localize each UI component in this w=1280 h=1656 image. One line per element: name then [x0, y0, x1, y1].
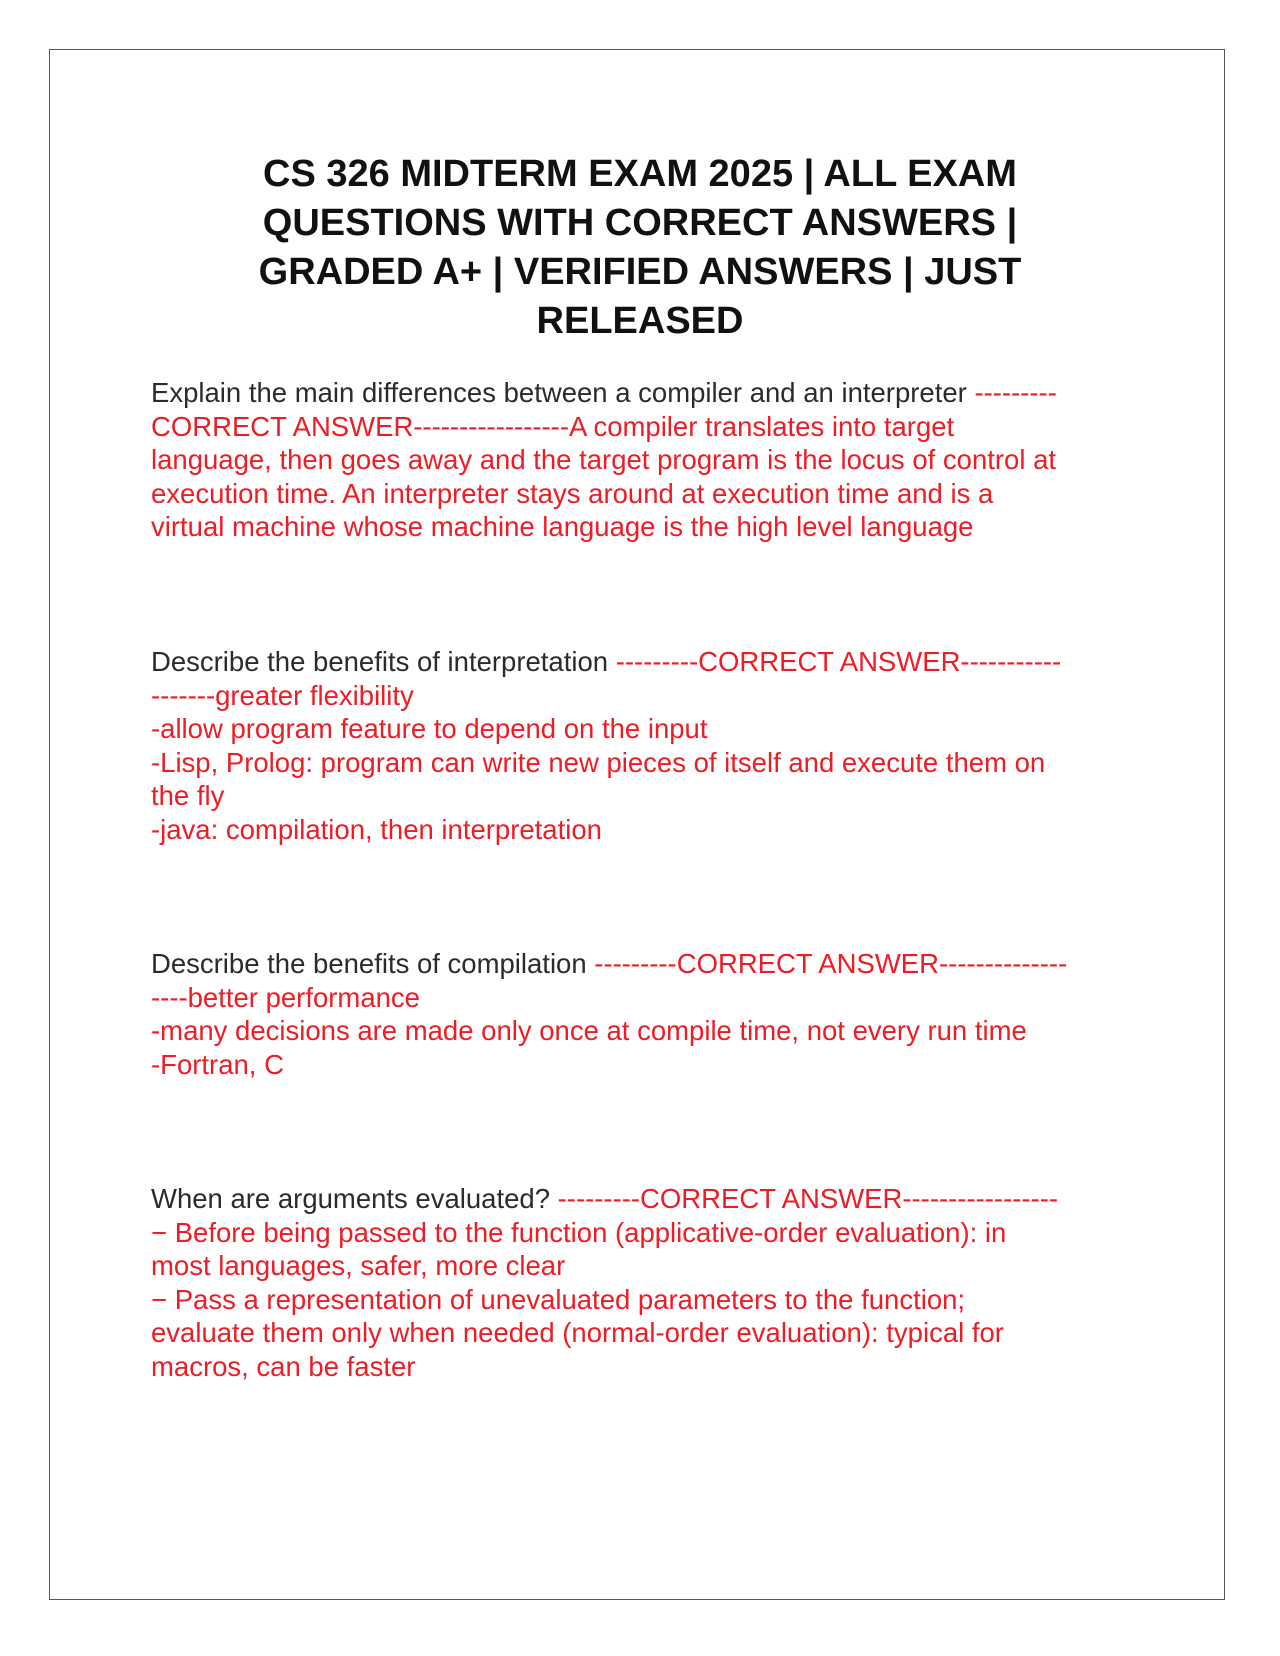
question-text: Describe the benefits of compilation	[151, 948, 595, 979]
qa-item-compiler-vs-interpreter	[151, 376, 1141, 544]
title-line: CS 326 MIDTERM EXAM 2025 | ALL EXAM	[263, 153, 1017, 195]
question-text: Describe the benefits of interpretation	[151, 646, 616, 677]
answer-text: -many decisions are made only once at compile time, not every run time	[151, 1015, 1027, 1046]
answer-text: − Before being passed to the function (applicative-order evaluation): in	[151, 1216, 1007, 1248]
answer-text: -allow program feature to depend on the input	[151, 713, 708, 744]
qa-line	[151, 376, 1141, 410]
answer-text: virtual machine whose machine language is the high level language	[151, 511, 974, 542]
title-line: QUESTIONS WITH CORRECT ANSWERS |	[262, 202, 1018, 244]
answer-text: macros, can be faster	[151, 1350, 416, 1382]
answer-text: ---------CORRECT ANSWER-----------------	[557, 1183, 1059, 1214]
answer-text: the fly	[151, 780, 225, 811]
qa-item-argument-evaluation	[151, 1182, 1141, 1383]
answer-text: ---------CORRECT ANSWER-----------	[615, 646, 1062, 677]
qa-line	[151, 1182, 1141, 1216]
answer-text: CORRECT ANSWER-----------------A compiler translates into target	[151, 410, 955, 442]
document-title	[150, 150, 1130, 346]
qa-line	[151, 947, 1141, 981]
answer-text: ---------	[974, 377, 1057, 408]
answer-text: evaluate them only when needed (normal-order evaluation): typical for	[151, 1317, 1004, 1348]
answer-text: -Lisp, Prolog: program can write new pieces of itself and execute them on	[151, 746, 1046, 778]
title-line: GRADED A+ | VERIFIED ANSWERS | JUST	[258, 251, 1022, 293]
answer-text: execution time. An interpreter stays around at execution time and is a	[151, 477, 994, 509]
answer-text: language, then goes away and the target program is the locus of control at	[151, 444, 1057, 475]
answer-text: − Pass a representation of unevaluated parameters to the function;	[151, 1283, 966, 1315]
qa-item-benefits-compilation	[151, 947, 1141, 1081]
answer-text: -java: compilation, then interpretation	[151, 813, 602, 845]
answer-text: -------greater flexibility	[151, 679, 414, 711]
qa-line	[151, 645, 1141, 679]
title-line: RELEASED	[536, 300, 744, 342]
qa-item-benefits-interpretation	[151, 645, 1141, 846]
answer-text: ----better performance	[151, 981, 420, 1013]
answer-text: ---------CORRECT ANSWER--------------	[594, 948, 1068, 979]
question-text: When are arguments evaluated?	[151, 1183, 558, 1214]
question-text: Explain the main differences between a compiler and an interpreter	[151, 377, 975, 408]
answer-text: -Fortran, C	[151, 1048, 284, 1080]
answer-text: most languages, safer, more clear	[151, 1250, 566, 1281]
